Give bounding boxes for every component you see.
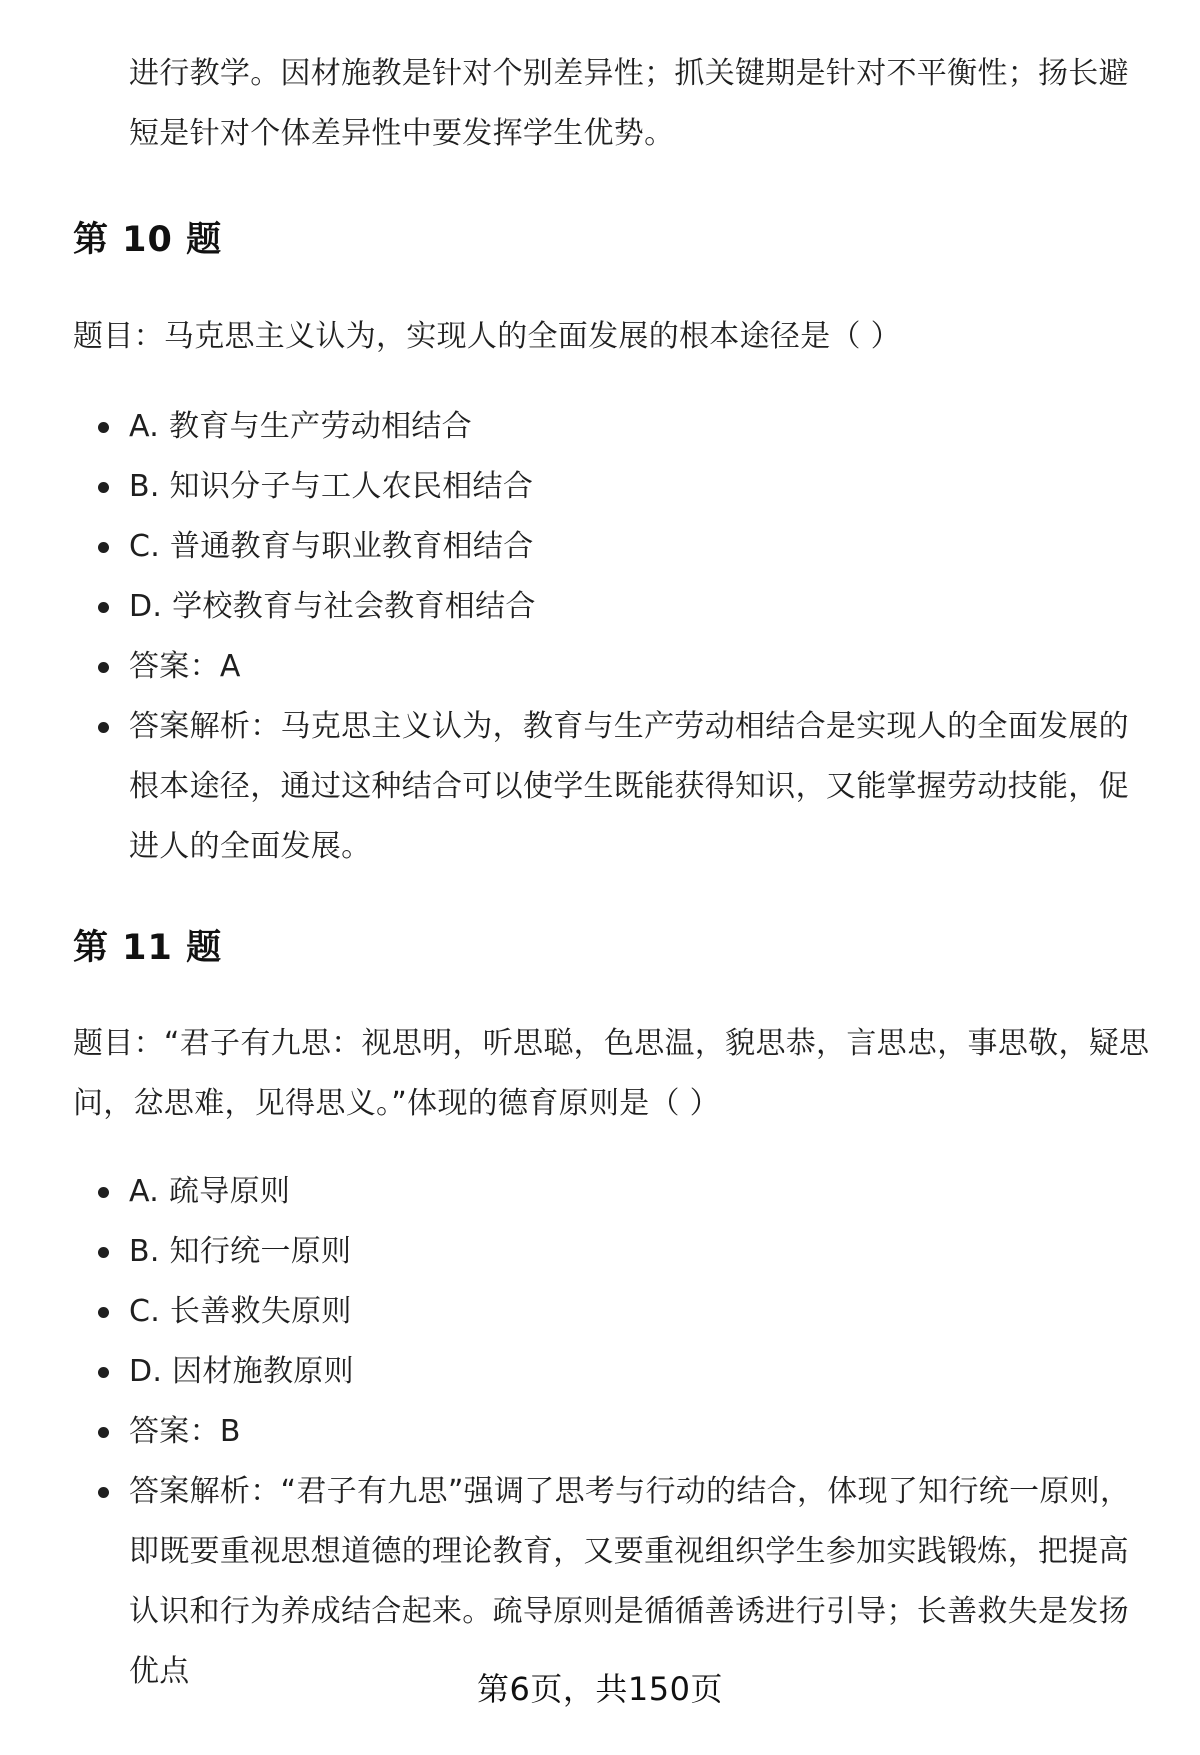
question-10-options (0, 397, 1200, 877)
answer-line (0, 1402, 1200, 1462)
explanation-item (0, 697, 1200, 877)
bullet-icon (98, 662, 109, 673)
bullet-icon (98, 482, 109, 493)
option-a (0, 1162, 1200, 1222)
option-label: A. 疏导原则 (129, 1174, 291, 1209)
bullet-icon (98, 1187, 109, 1198)
option-d (0, 1342, 1200, 1402)
option-b (0, 1222, 1200, 1282)
option-label: C. 普通教育与职业教育相结合 (129, 529, 534, 564)
bullet-icon (98, 722, 109, 733)
option-label: B. 知行统一原则 (129, 1234, 352, 1269)
bullet-icon (98, 1307, 109, 1318)
question-11-heading: 第 11 题 (73, 928, 223, 968)
bullet-icon (98, 1427, 109, 1438)
option-label: D. 学校教育与社会教育相结合 (129, 589, 536, 624)
answer-text: 答案：B (129, 1414, 241, 1449)
bullet-icon (98, 422, 109, 433)
carryover-paragraph: 进行教学。因材施教是针对个别差异性；抓关键期是针对不平衡性；扬长避短是针对个体差异性中要发挥学生优势。 (129, 56, 1129, 151)
bullet-icon (98, 542, 109, 553)
answer-text: 答案：A (129, 649, 241, 684)
bullet-icon (98, 1367, 109, 1378)
question-10-text: 题目：马克思主义认为，实现人的全面发展的根本途径是（ ） (73, 319, 901, 354)
option-b (0, 457, 1200, 517)
explanation-text: 答案解析：马克思主义认为，教育与生产劳动相结合是实现人的全面发展的根本途径，通过这种结合可以使学生既能获得知识，又能掌握劳动技能，促进人的全面发展。 (129, 709, 1129, 864)
bullet-icon (98, 1247, 109, 1258)
bullet-icon (98, 1487, 109, 1498)
explanation-item (0, 1462, 1200, 1702)
answer-line (0, 637, 1200, 697)
page-number-footer: 第6页，共150页 (477, 1670, 723, 1708)
question-11-options (0, 1162, 1200, 1702)
option-d (0, 577, 1200, 637)
question-10-heading: 第 10 题 (73, 220, 223, 260)
option-label: A. 教育与生产劳动相结合 (129, 409, 472, 444)
option-a (0, 397, 1200, 457)
explanation-text: 答案解析：“君子有九思”强调了思考与行动的结合，体现了知行统一原则，即既要重视思想道德的理论教育，又要重视组织学生参加实践锻炼，把提高认识和行为养成结合起来。疏导原则是循循善诱进行引导；长善救失是发扬优点 (129, 1474, 1131, 1689)
option-label: B. 知识分子与工人农民相结合 (129, 469, 534, 504)
option-c (0, 517, 1200, 577)
bullet-icon (98, 602, 109, 613)
option-label: C. 长善救失原则 (129, 1294, 352, 1329)
option-label: D. 因材施教原则 (129, 1354, 354, 1389)
question-11-text: 题目：“君子有九思：视思明，听思聪，色思温，貌思恭，言思忠，事思敬，疑思问，忿思难，见得思义。”体现的德育原则是（ ） (73, 1026, 1150, 1121)
option-c (0, 1282, 1200, 1342)
